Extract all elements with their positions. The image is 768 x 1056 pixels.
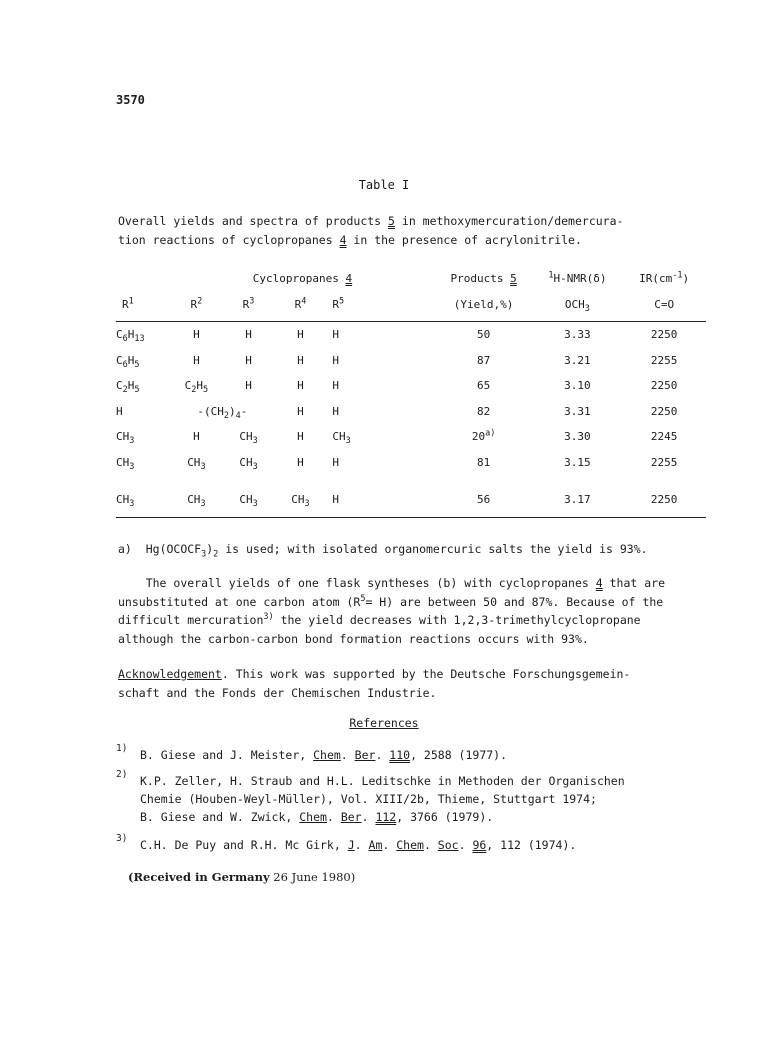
cell-r1: $CH_3$ (116, 430, 135, 447)
col-co: C=O (622, 292, 706, 322)
table-title: Table I (358, 178, 410, 192)
table-row (116, 399, 706, 425)
cell-spacer (384, 424, 435, 450)
cell-co: 2255 (650, 353, 678, 367)
cell-spacer (384, 475, 435, 518)
cell-r2-r3: $-(CH_2)_4-$ (197, 404, 248, 421)
table-col-header (116, 292, 706, 322)
body-paragraph: The overall yields of one flask syntheses (b) with cyclopropanes 4 that are unsubstituted at one carbon atom $(R^5= H)$ are between 50 and 87%. Because of the difficult mercuration$^{3)}$ the yield decreases with 1,2,3-trimethylcyclopropane although the carbon-carbon bond formation reactions occurs with 93%. (118, 576, 665, 646)
cell-r3: $CH_3$ (223, 475, 275, 518)
cell-spacer (384, 373, 435, 399)
cell-r4: H (297, 353, 304, 367)
cell-r2: H (193, 430, 200, 444)
table-caption: Overall yields and spectra of products 5 in methoxymercuration/demercura- tion reactions of cyclopropanes 4 in the presence of acrylonitrile. (118, 214, 624, 247)
cell-r1: $CH_3$ (116, 475, 170, 518)
table-row (116, 424, 706, 450)
cell-och3: 3.30 (564, 430, 591, 444)
table-group-header (116, 266, 706, 292)
col-r3: $R^3$ (223, 292, 275, 322)
cell-co: 2250 (622, 475, 706, 518)
table-body (116, 322, 706, 518)
cell-yield: 56 (435, 475, 533, 518)
cell-r5: H (332, 404, 339, 418)
cell-co: 2255 (650, 455, 678, 469)
col-yield: (Yield,%) (435, 292, 533, 322)
cell-r4: H (297, 379, 304, 393)
cell-r5: H (332, 455, 339, 469)
cell-r2: H (193, 353, 200, 367)
col-r5: $R^5$ (326, 292, 384, 322)
cell-r5: H (332, 353, 339, 367)
cell-co: 2250 (650, 328, 678, 342)
cell-co: 2245 (650, 430, 678, 444)
cell-r3: $CH_3$ (239, 455, 258, 472)
cell-yield: 81 (476, 455, 491, 469)
cell-r1: $CH_3$ (116, 455, 135, 472)
col-och3: $OCH_3$ (533, 292, 623, 322)
cell-r1: $C_2H_5$ (116, 379, 140, 396)
cell-r3: H (245, 353, 252, 367)
col-r2: $R^2$ (170, 292, 222, 322)
cell-r2: H (193, 328, 200, 342)
table-row (116, 373, 706, 399)
group-products: Products 5 (450, 272, 517, 286)
cell-r1: $C_6H_{13}$ (116, 328, 145, 345)
cell-och3: 3.33 (564, 328, 591, 342)
cell-yield: 20$^{a)}$ (471, 428, 496, 444)
group-ir: $IR(cm^{-1})$ (639, 270, 690, 286)
cell-spacer (384, 348, 435, 374)
cell-r3: H (245, 328, 252, 342)
cell-co: 2250 (650, 379, 678, 393)
cell-r4: $CH_3$ (275, 475, 327, 518)
cell-och3: 3.17 (533, 475, 623, 518)
cell-r2: $C_2H_5$ (184, 379, 209, 396)
results-table (116, 266, 706, 518)
cell-spacer (384, 322, 435, 348)
cell-r5: H (332, 328, 339, 342)
cell-r5: $CH_3$ (332, 430, 351, 447)
cell-r3: H (245, 379, 252, 393)
cell-r3: $CH_3$ (239, 430, 258, 447)
cell-co: 2250 (650, 404, 678, 418)
received-note: (Received in Germany 26 June 1980) (128, 870, 356, 884)
acknowledgement: Acknowledgement. This work was supported by the Deutsche Forschungsgemein- schaft and the Fonds der Chemischen Industrie. (118, 667, 631, 700)
table-row (116, 348, 706, 374)
cell-r1: H (116, 404, 123, 418)
cell-r5: H (326, 475, 384, 518)
cell-r2: $CH_3$ (170, 475, 222, 518)
cell-r1: $C_6H_5$ (116, 353, 140, 370)
cell-yield: 82 (476, 404, 491, 418)
cell-spacer (384, 399, 435, 425)
cell-r4: H (297, 455, 304, 469)
cell-yield: 65 (476, 379, 491, 393)
cell-och3: 3.21 (564, 353, 591, 367)
col-r1: $R^1$ (116, 292, 170, 322)
cell-yield: 50 (476, 328, 491, 342)
cell-r5: H (332, 379, 339, 393)
cell-yield: 87 (476, 353, 491, 367)
col-r4: $R^4$ (275, 292, 327, 322)
cell-spacer (384, 450, 435, 476)
cell-r4: H (297, 404, 304, 418)
cell-och3: 3.10 (564, 379, 591, 393)
table-row (116, 450, 706, 476)
cell-r4: H (297, 328, 304, 342)
table-row (116, 322, 706, 348)
table-row (116, 475, 706, 518)
references-heading: References (349, 716, 419, 730)
cell-och3: 3.31 (564, 404, 591, 418)
group-nmr: $^1$H-NMR(δ) (548, 270, 607, 286)
group-cyclopropanes: Cyclopropanes 4 (252, 272, 353, 286)
acknowledgement-label: Acknowledgement (118, 667, 222, 681)
cell-och3: 3.15 (564, 455, 591, 469)
cell-r2: $CH_3$ (187, 455, 206, 472)
table-footnote: a) $Hg(OCOCF_3)_2$ is used; with isolated organomercuric salts the yield is 93%. (118, 542, 648, 560)
cell-r4: H (297, 430, 304, 444)
page-number: 3570 (116, 93, 145, 107)
